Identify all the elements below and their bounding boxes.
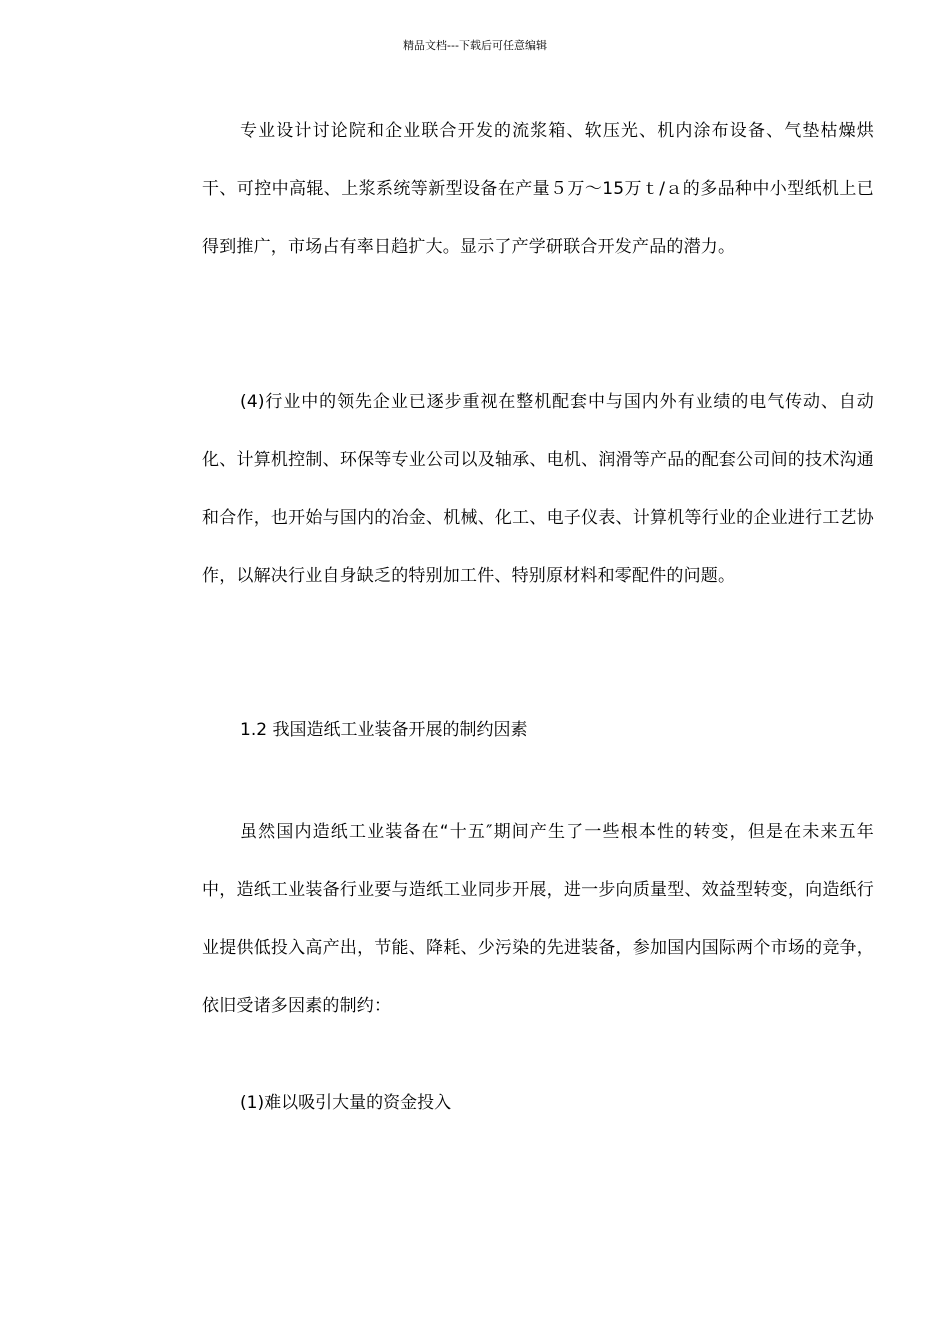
paragraph-equipment-development: 专业设计讨论院和企业联合开发的流浆箱、软压光、机内涂布设备、气垫枯燥烘干、可控中高辊、上浆系统等新型设备在产量５万～15万ｔ/ａ的多品种中小型纸机上已得到推广，市场占有率日趋扩大。显示了产学研联合开发产品的潜力。 — [202, 121, 874, 257]
paragraph-industry-cooperation: (4)行业中的领先企业已逐步重视在整机配套中与国内外有业绩的电气传动、自动化、计算机控制、环保等专业公司以及轴承、电机、润滑等产品的配套公司间的技术沟通和合作，也开始与国内的冶金、机械、化工、电子仪表、计算机等行业的企业进行工艺协作，以解决行业自身缺乏的特别加工件、特别原材料和零配件的问题。 — [202, 392, 874, 586]
page-header: 精品文档---下载后可任意编辑 — [403, 39, 547, 52]
paragraph-constraints: 虽然国内造纸工业装备在“十五″期间产生了一些根本性的转变，但是在未来五年中，造纸工业装备行业要与造纸工业同步开展，进一步向质量型、效益型转变，向造纸行业提供低投入高产出，节能、降耗、少污染的先进装备，参加国内国际两个市场的竞争，依旧受诸多因素的制约： — [202, 822, 874, 1016]
section-heading: 1.2 我国造纸工业装备开展的制约因素 — [240, 720, 528, 740]
list-item-funding: (1)难以吸引大量的资金投入 — [240, 1093, 452, 1113]
